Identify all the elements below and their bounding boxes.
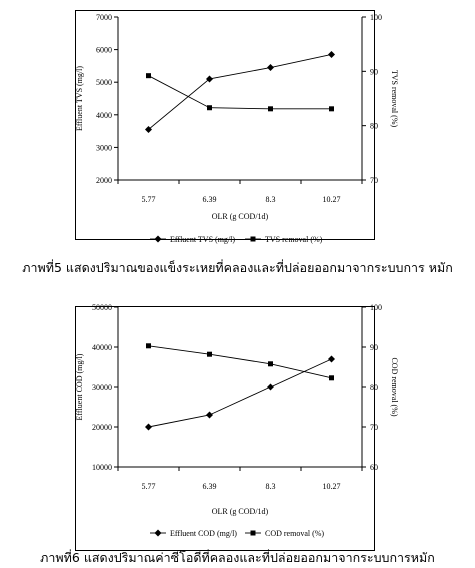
legend-label: TVS removal (%)	[265, 235, 323, 244]
legend-label: Effluent TVS (mg/l)	[170, 235, 236, 244]
legend-marker	[251, 531, 256, 536]
y2-axis-label: TVS removal (%)	[390, 69, 399, 128]
right-tick-label: 60	[370, 463, 378, 472]
right-tick-label: 80	[370, 383, 378, 392]
series-line	[149, 54, 332, 129]
right-tick-label: 100	[370, 303, 382, 312]
cod-chart	[0, 296, 475, 546]
left-tick-label: 3000	[96, 143, 112, 153]
right-tick-label: 90	[370, 343, 378, 352]
x-tick-label: 8.3	[265, 482, 276, 491]
left-tick-label: 30000	[92, 383, 112, 392]
x-tick-label: 5.77	[141, 482, 156, 491]
y-axis-label: Effluent TVS (mg/l)	[75, 65, 84, 132]
legend-marker	[155, 530, 162, 537]
right-tick-label: 70	[370, 423, 378, 432]
left-tick-label: 4000	[96, 110, 112, 120]
left-tick-label: 7000	[96, 13, 112, 22]
data-point	[146, 343, 151, 348]
data-point	[328, 356, 335, 363]
left-tick-label: 40000	[92, 343, 112, 352]
x-axis-label: OLR (g COD/1d)	[211, 507, 269, 516]
x-tick-label: 6.39	[202, 195, 217, 204]
legend-marker	[155, 236, 162, 243]
data-point	[328, 51, 335, 58]
x-axis-label: OLR (g COD/1d)	[211, 212, 269, 221]
data-point	[267, 64, 274, 71]
data-point	[329, 106, 334, 111]
x-tick-label: 8.3	[265, 195, 276, 204]
right-tick-label: 70	[370, 176, 378, 185]
figure-cod	[0, 296, 475, 566]
data-point	[207, 105, 212, 110]
left-tick-label: 50000	[92, 303, 112, 312]
data-point	[146, 73, 151, 78]
series-line	[149, 76, 332, 109]
left-tick-label: 20000	[92, 423, 112, 432]
left-tick-label: 6000	[96, 45, 112, 55]
data-point	[329, 375, 334, 380]
legend-label: Effluent COD (mg/l)	[170, 529, 237, 538]
data-point	[267, 384, 274, 391]
legend-label: COD removal (%)	[265, 529, 325, 538]
right-tick-label: 100	[370, 13, 382, 22]
y2-axis-label: COD removal (%)	[390, 357, 399, 417]
y-axis-label: Effluent COD (mg/l)	[75, 353, 84, 421]
data-point	[207, 352, 212, 357]
figure-caption: ภาพที่5 แสดงปริมาณของแข็งระเหยที่คลองและที่ปล่อยออกมาจากระบบการ หมัก	[22, 260, 453, 275]
series-line	[149, 346, 332, 378]
right-tick-label: 80	[370, 121, 378, 131]
right-tick-label: 90	[370, 67, 378, 77]
x-tick-label: 6.39	[202, 482, 217, 491]
left-tick-label: 2000	[96, 176, 112, 185]
data-point	[206, 412, 213, 419]
x-tick-label: 10.27	[322, 195, 341, 204]
x-tick-label: 5.77	[141, 195, 156, 204]
tvs-chart	[0, 0, 475, 250]
left-tick-label: 10000	[92, 463, 112, 472]
series-line	[149, 359, 332, 427]
data-point	[268, 361, 273, 366]
legend-marker	[251, 237, 256, 242]
left-tick-label: 5000	[96, 78, 112, 88]
data-point	[268, 106, 273, 111]
data-point	[145, 424, 152, 431]
figure-caption: ภาพที่6 แสดงปริมาณค่าซีโอดีที่คลองและที่ปล่อยออกมาจากระบบการหมัก	[40, 550, 435, 565]
x-tick-label: 10.27	[322, 482, 341, 491]
